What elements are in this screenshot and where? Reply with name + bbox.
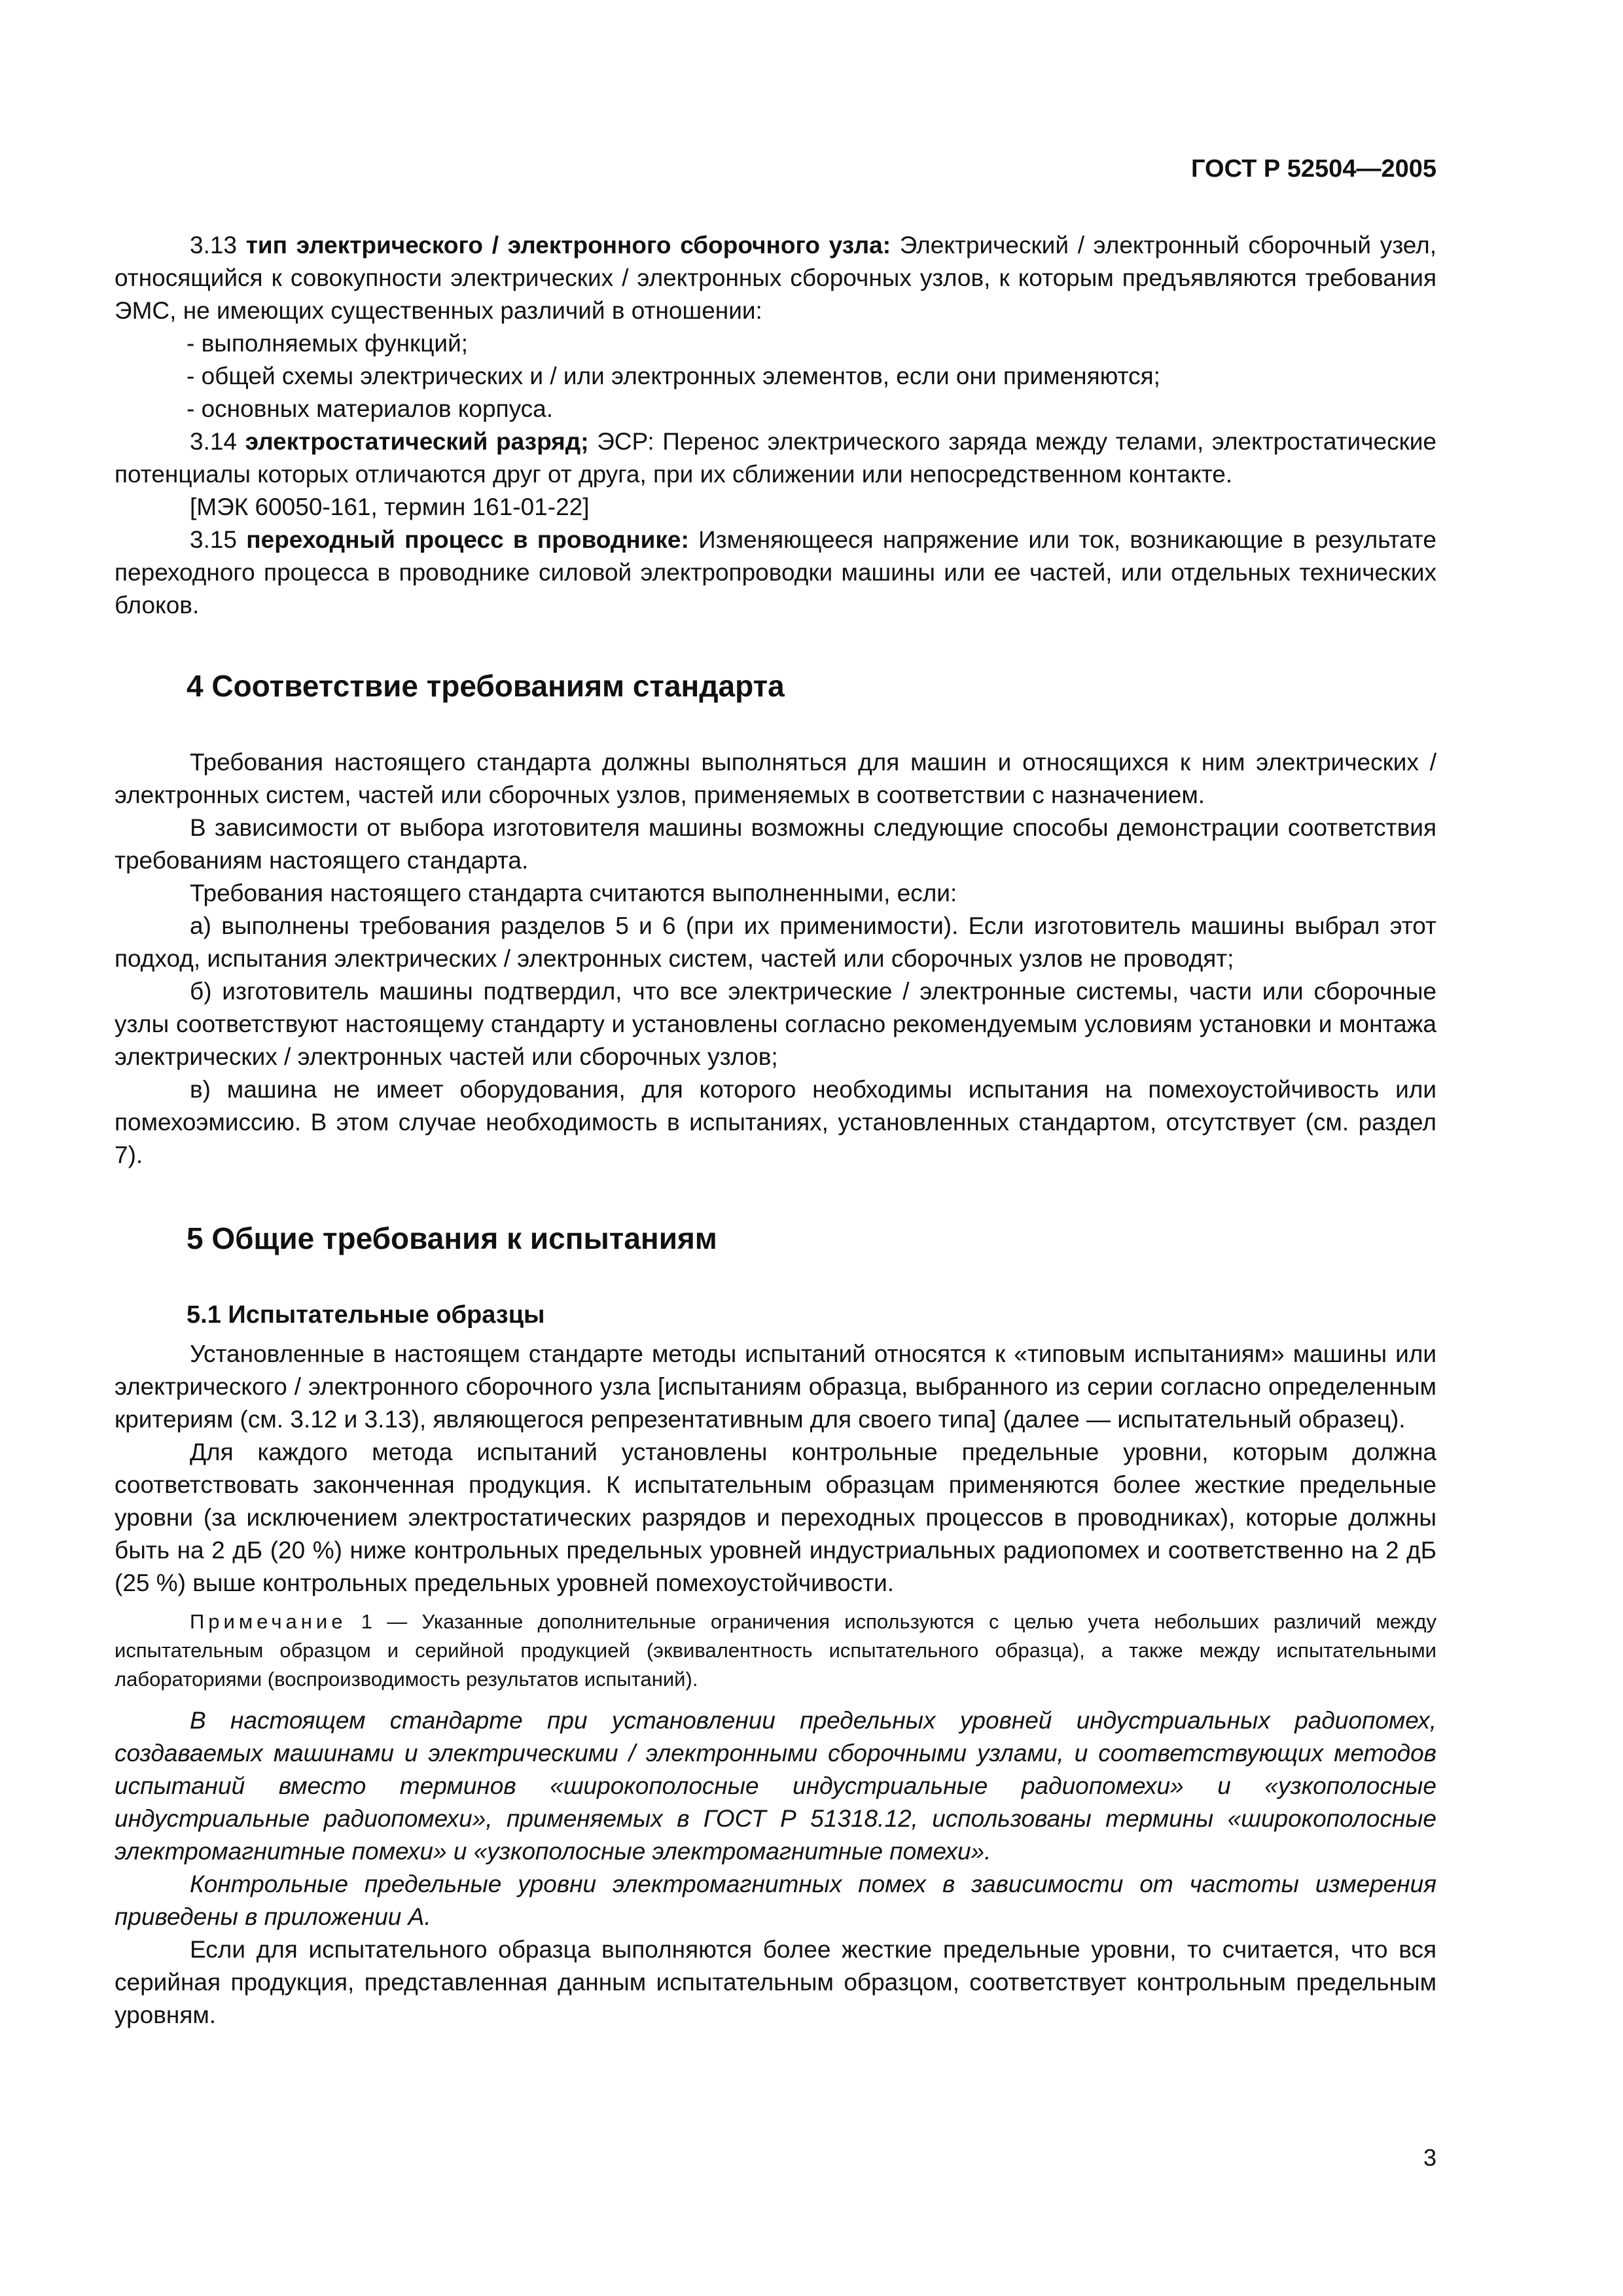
clause-number: 3.15 — [190, 526, 238, 553]
section-5-heading: 5 Общие требования к испытаниям — [187, 1221, 717, 1255]
document-body — [115, 229, 1436, 2032]
paragraph: Требования настоящего стандарта считаются выполненными, если: — [190, 880, 957, 906]
paragraph: В зависимости от выбора изготовителя машины возможны следующие способы демонстрации соответствия требованиям настоящего стандарта. — [115, 814, 1436, 874]
note-label: Примечание — [190, 1610, 347, 1633]
term-bold: тип электрического / электронного сборочного узла: — [245, 232, 891, 259]
note — [115, 1607, 1436, 1694]
list-item-b: б) изготовитель машины подтвердил, что все электрические / электронные системы, части или сборочные узлы соответствуют настоящему стандарту и установлены согласно рекомендуемым условиям установки и монтажа электрических / электронных частей или сборочных узлов; — [115, 978, 1436, 1070]
paragraph: Если для испытательного образца выполняются более жесткие предельные уровни, то считается, что вся серийная продукция, представленная данным испытательным образцом, соответствует контрольным предельным уровням. — [115, 1936, 1436, 2028]
section-4-heading: 4 Соответствие требованиям стандарта — [187, 669, 785, 703]
paragraph: Для каждого метода испытаний установлены контрольные предельные уровни, которым должна соответствовать законченная продукция. К испытательным образцам применяются более жесткие предельные уровни (за исключением электростатических разрядов и переходных процессов в проводниках), которые должны быть на 2 дБ (20 %) ниже контрольных предельных уровней индустриальных радиопомех и соответственно на 2 дБ (25 %) выше контрольных предельных уровней помехоустойчивости. — [115, 1439, 1436, 1596]
document-code-header: ГОСТ Р 52504—2005 — [1191, 155, 1436, 183]
paragraph: Требования настоящего стандарта должны выполняться для машин и относящихся к ним электрических / электронных систем, частей или сборочных узлов, применяемых в соответствии с назначением. — [115, 749, 1436, 808]
clause-number: 3.14 — [190, 428, 238, 455]
source-reference: [МЭК 60050-161, термин 161-01-22] — [190, 493, 590, 520]
list-item: - общей схемы электрических и / или электронных элементов, если они применяются; — [187, 363, 1160, 389]
list-item-a: а) выполнены требования разделов 5 и 6 (при их применимости). Если изготовитель машины выбрал этот подход, испытания электрических / электронных систем, частей или сборочных узлов не проводят; — [115, 912, 1436, 972]
clause-3-13 — [115, 229, 1436, 327]
clause-3-15 — [115, 524, 1436, 622]
definition-text: Изменяющееся напряжение или ток, возникающие в результате переходного процесса в проводнике силовой электропроводки машины или ее частей, или отдельных технических блоков. — [115, 526, 1436, 619]
list-item-v: в) машина не имеет оборудования, для которого необходимы испытания на помехоустойчивость или помехоэмиссию. В этом случае необходимость в испытаниях, установленных стандартом, отсутствует (см. раздел 7). — [115, 1076, 1436, 1168]
clause-3-14 — [115, 425, 1436, 491]
term-bold: электростатический разряд; — [245, 428, 589, 455]
list-item: - выполняемых функций; — [187, 330, 469, 357]
definition-text: ЭСР: Перенос электрического заряда между телами, электростатические потенциалы которых отличаются друг от друга, при их сближении или непосредственном контакте. — [115, 428, 1437, 488]
paragraph: Установленные в настоящем стандарте методы испытаний относятся к «типовым испытаниям» машины или электрического / электронного сборочного узла [испытаниям образца, выбранного из серии согласно определенным критериям (см. 3.12 и 3.13), являющегося репрезентативным для своего типа] (далее — испытательный образец). — [115, 1340, 1436, 1433]
italic-paragraph: В настоящем стандарте при установлении предельных уровней индустриальных радиопомех, создаваемых машинами и электрическими / электронными сборочными узлами, и соответствующих методов испытаний вместо терминов «широкополосные индустриальные радиопомехи» и «узкополосные индустриальные радиопомехи», применяемых в ГОСТ Р 51318.12, использованы термины «широкополосные электромагнитные помехи» и «узкополосные электромагнитные помехи». — [115, 1707, 1436, 1865]
page-number: 3 — [1423, 2144, 1436, 2171]
subsection-5-1-heading: 5.1 Испытательные образцы — [187, 1301, 545, 1329]
term-bold: переходный процесс в проводнике: — [246, 526, 689, 553]
italic-paragraph: Контрольные предельные уровни электромагнитных помех в зависимости от частоты измерения приведены в приложении А. — [115, 1871, 1436, 1930]
definition-text: Электрический / электронный сборочный узел, относящийся к совокупности электрических / электронных сборочных узлов, к которым предъявляются требования ЭМС, не имеющих существенных различий в отношении: — [115, 232, 1436, 324]
clause-number: 3.13 — [190, 232, 238, 259]
list-item: - основных материалов корпуса. — [187, 395, 554, 422]
note-text: 1 — Указанные дополнительные ограничения используются с целью учета небольших различий между испытательным образцом и серийной продукцией (эквивалентность испытательного образца), а также между испытательными лабораториями (воспроизводимость результатов испытаний). — [115, 1610, 1436, 1691]
